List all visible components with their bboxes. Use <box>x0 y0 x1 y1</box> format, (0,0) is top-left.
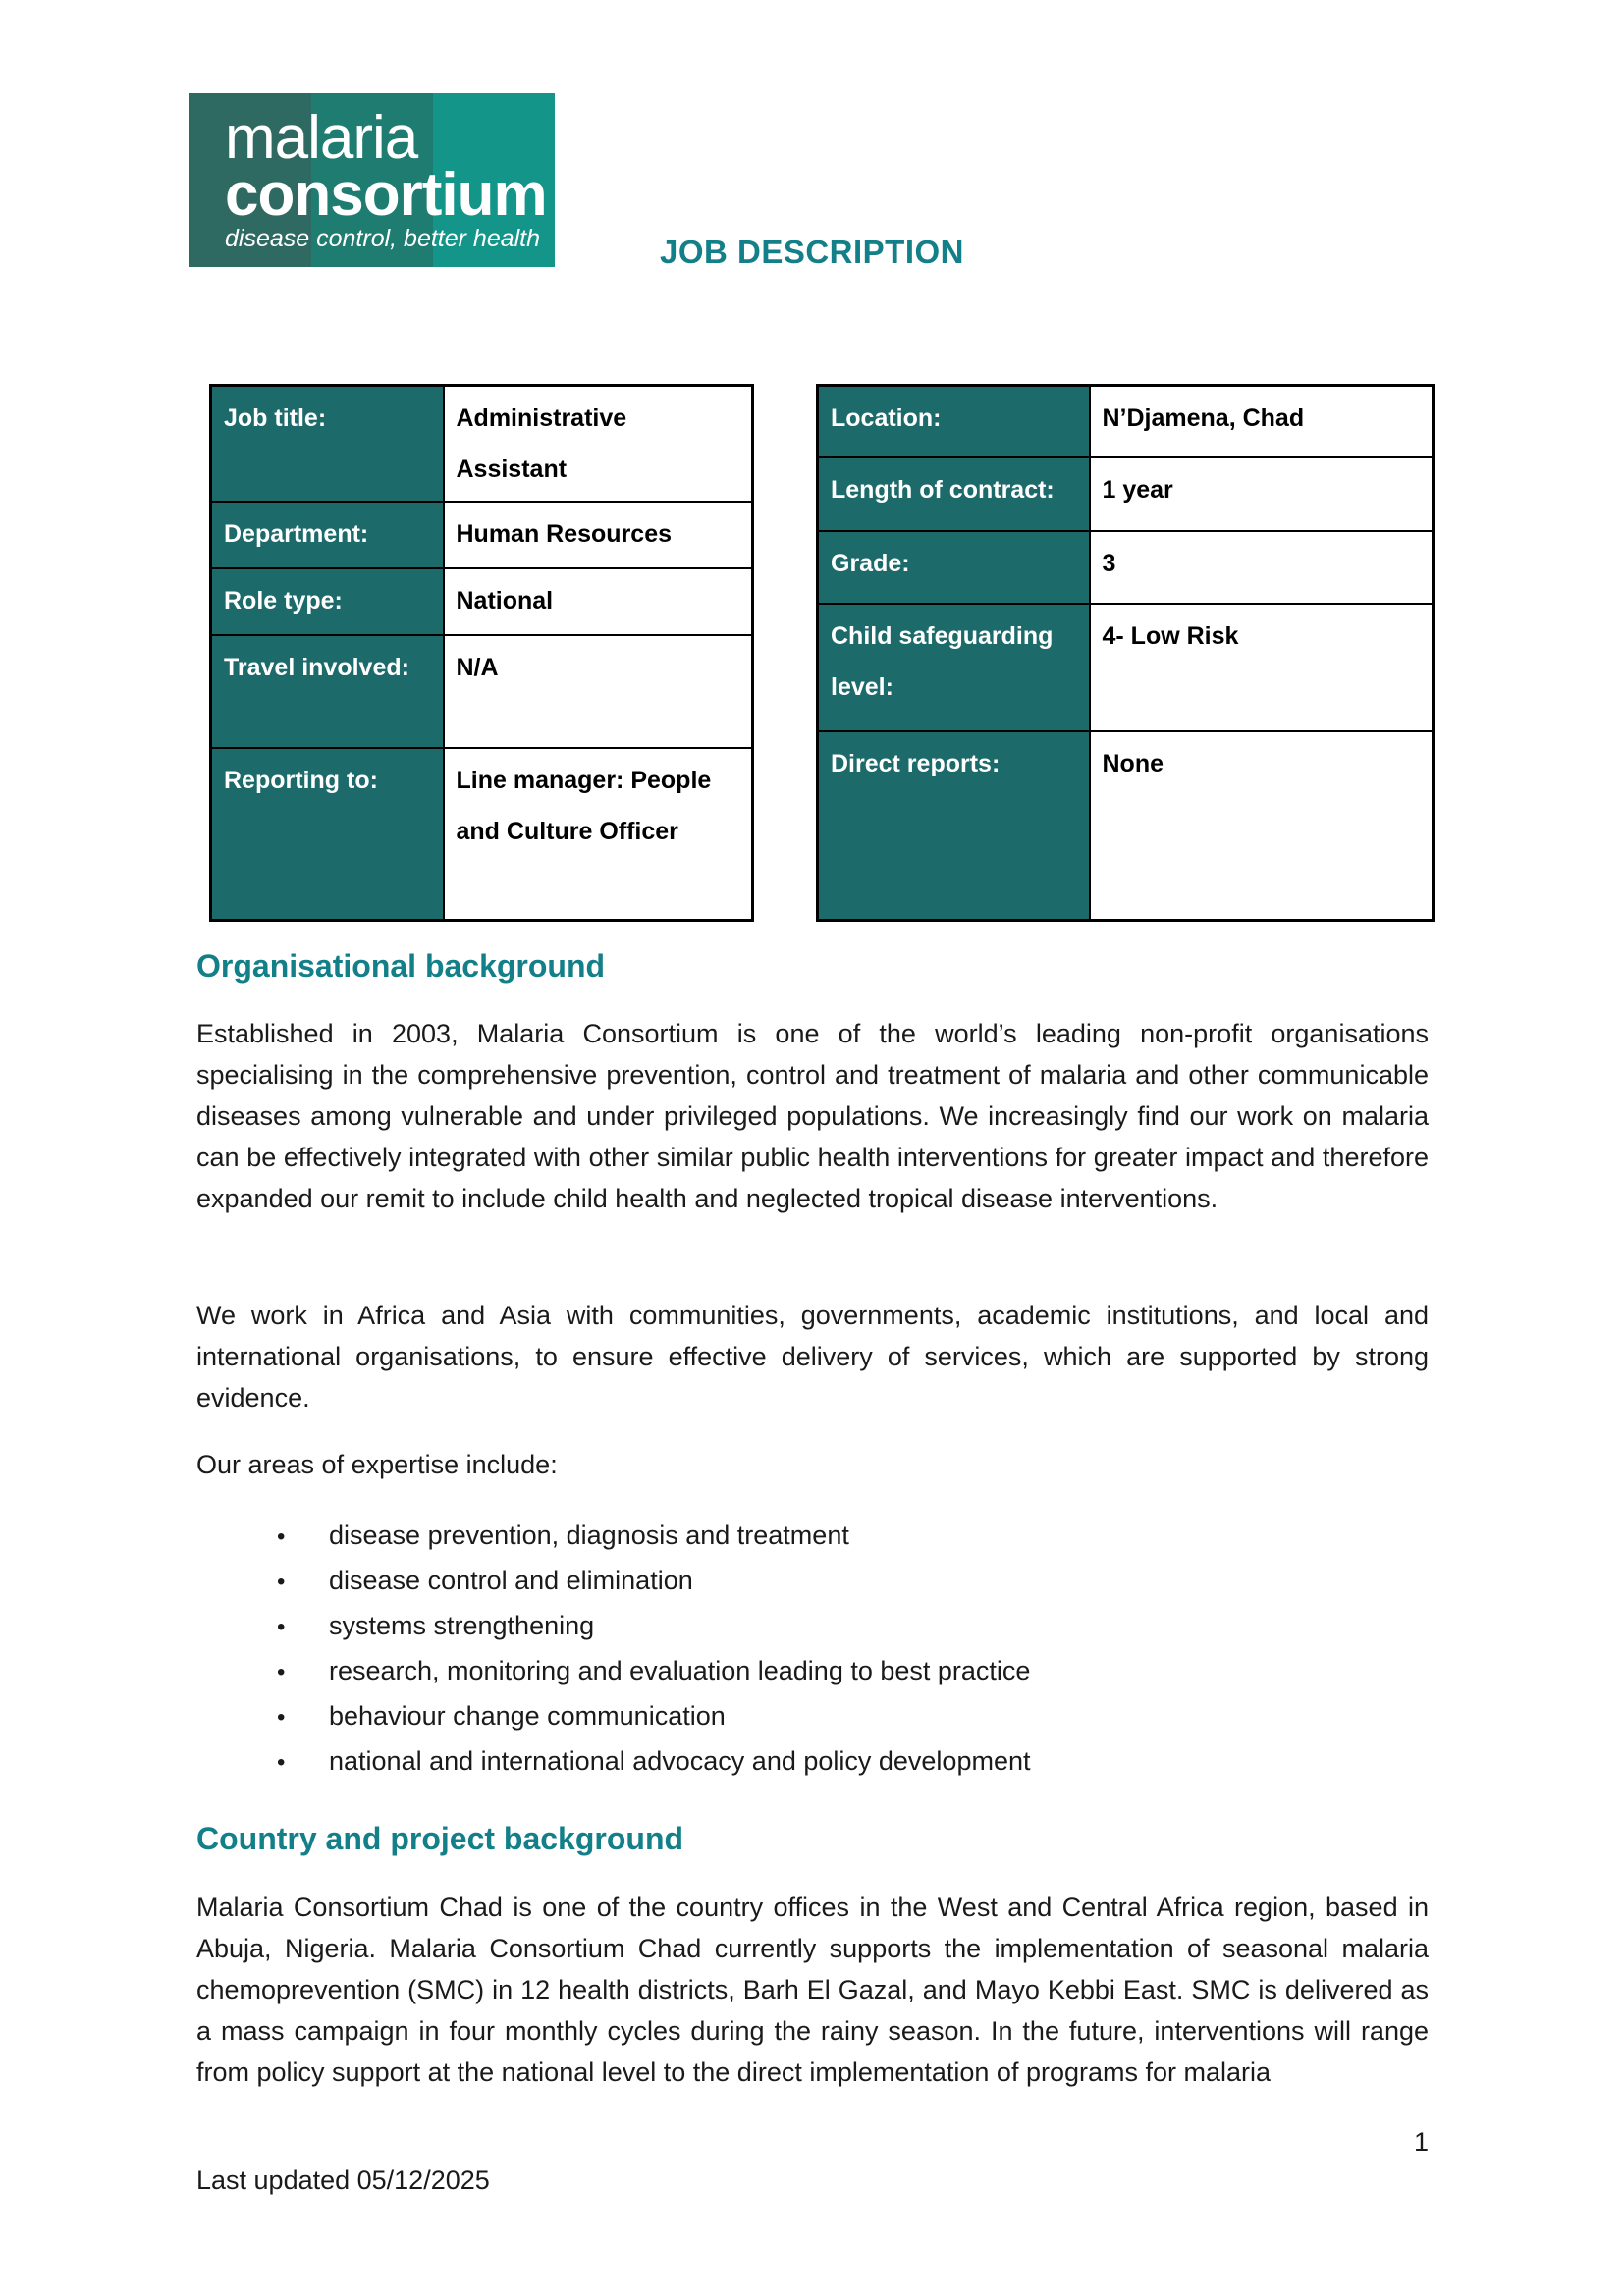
bullet-dot-icon: • <box>277 1704 286 1731</box>
section-heading-country-background: Country and project background <box>196 1821 684 1856</box>
row-value-cell: N’Djamena, Chad <box>1090 386 1434 458</box>
row-value-cell: None <box>1090 731 1434 920</box>
paragraph-organisational-2: We work in Africa and Asia with communities, governments, academic institutions, and local and international organisations, to ensure effective delivery of services, which are supported by strong evidence. <box>196 1301 1429 1413</box>
row-label-cell: Child safeguarding level: <box>818 604 1090 731</box>
bullet-dot-icon: • <box>277 1569 286 1595</box>
row-label-cell: Job title: <box>211 386 444 503</box>
bullet-item <box>196 1604 1429 1649</box>
logo-tagline: disease control, better health <box>225 225 541 252</box>
table-row <box>211 568 753 635</box>
row-value-cell: 1 year <box>1090 457 1434 531</box>
row-label-cell: Grade: <box>818 531 1090 605</box>
bullet-item <box>196 1739 1429 1785</box>
paragraph-expertise-intro: Our areas of expertise include: <box>196 1450 558 1479</box>
bullet-text: national and international advocacy and policy development <box>329 1746 1031 1776</box>
row-value-cell: Administrative Assistant <box>444 386 753 503</box>
table-row <box>818 457 1434 531</box>
row-label-cell: Length of contract: <box>818 457 1090 531</box>
table-row <box>211 502 753 568</box>
table-row <box>818 531 1434 605</box>
bullet-item <box>196 1649 1429 1694</box>
last-updated-text: Last updated 05/12/2025 <box>196 2165 490 2195</box>
row-label-cell: Role type: <box>211 568 444 635</box>
bullet-dot-icon: • <box>277 1659 286 1685</box>
bullet-dot-icon: • <box>277 1749 286 1776</box>
job-details-table <box>209 384 1435 922</box>
row-value-cell: 3 <box>1090 531 1434 605</box>
logo-word-malaria: malaria <box>225 104 418 172</box>
bullet-dot-icon: • <box>277 1614 286 1640</box>
bullet-dot-icon: • <box>277 1523 286 1550</box>
paragraph-country-1: Malaria Consortium Chad is one of the country offices in the West and Central Africa region, based in Abuja, Nigeria. Malaria Consortium Chad currently supports the implementation of seasonal malaria chemoprevention (SMC) in 12 health districts, Barh El Gazal, and Mayo Kebbi East. SMC is delivered as a mass campaign in four monthly cycles during the rainy season. In the future, interventions will range from policy support at the national level to the direct implementation of programs for malaria <box>196 1893 1429 2087</box>
bullet-item <box>196 1514 1429 1559</box>
row-label-cell: Travel involved: <box>211 635 444 748</box>
job-table-left-half <box>209 384 754 922</box>
bullet-item <box>196 1694 1429 1739</box>
bullet-item <box>196 1559 1429 1604</box>
row-value-cell: National <box>444 568 753 635</box>
page-number: 1 <box>1413 2127 1429 2157</box>
table-row <box>211 386 753 503</box>
row-value-cell: N/A <box>444 635 753 748</box>
logo-word-consortium: consortium <box>225 161 547 229</box>
document-title: JOB DESCRIPTION <box>659 234 965 270</box>
table-row <box>818 731 1434 920</box>
row-value-cell: Human Resources <box>444 502 753 568</box>
bullet-text: systems strengthening <box>329 1611 595 1640</box>
table-row <box>211 748 753 920</box>
table-row <box>818 386 1434 458</box>
row-label-cell: Location: <box>818 386 1090 458</box>
row-label-cell: Department: <box>211 502 444 568</box>
paragraph-organisational-1: Established in 2003, Malaria Consortium is one of the world’s leading non-profit organisations specialising in the comprehensive prevention, control and treatment of malaria and other communicable diseases among vulnerable and under privileged populations. We increasingly find our work on malaria can be effectively integrated with other similar public health interventions for greater impact and therefore expanded our remit to include child health and neglected tropical disease interventions. <box>196 1019 1429 1213</box>
row-label-cell: Direct reports: <box>818 731 1090 920</box>
bullet-text: disease prevention, diagnosis and treatment <box>329 1521 849 1550</box>
bullet-text: behaviour change communication <box>329 1701 726 1731</box>
row-value-cell: 4- Low Risk <box>1090 604 1434 731</box>
row-label-cell: Reporting to: <box>211 748 444 920</box>
row-value-cell: Line manager: People and Culture Officer <box>444 748 753 920</box>
table-row <box>211 635 753 748</box>
bullet-text: disease control and elimination <box>329 1566 693 1595</box>
expertise-bullet-list <box>196 1514 1429 1785</box>
job-table-right-half <box>816 384 1435 922</box>
table-row <box>818 604 1434 731</box>
section-heading-organisational-background: Organisational background <box>196 948 606 984</box>
bullet-text: research, monitoring and evaluation leading to best practice <box>329 1656 1031 1685</box>
